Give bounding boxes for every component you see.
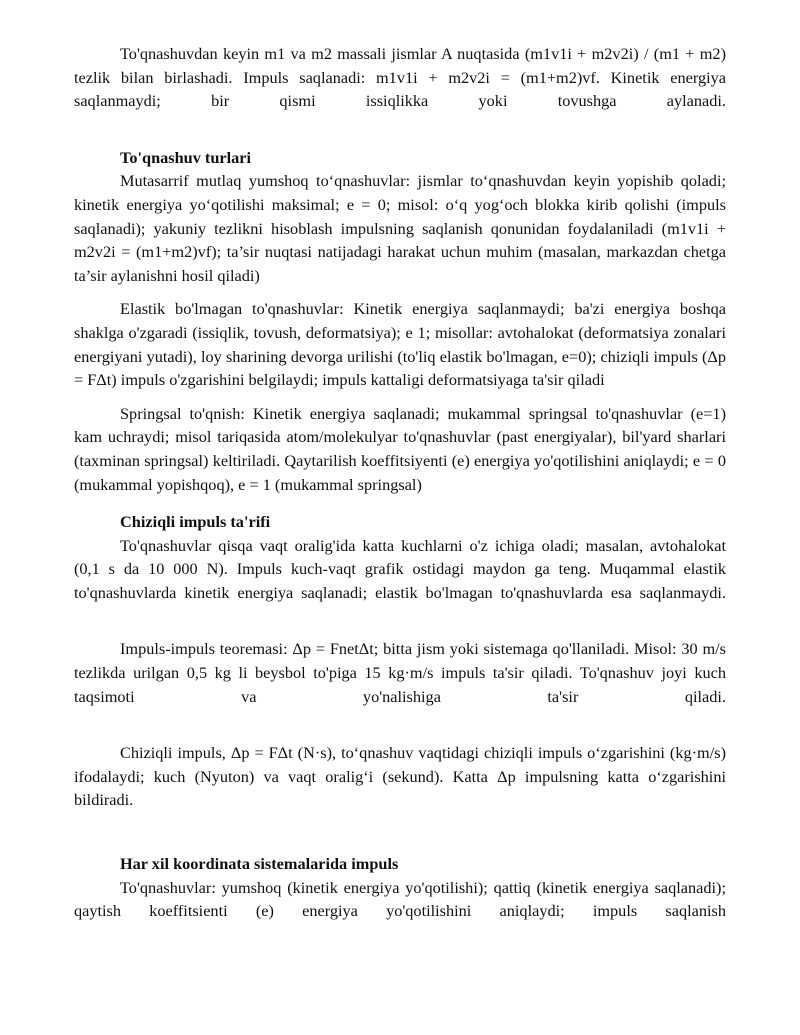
spacer — [74, 113, 726, 146]
paragraph-impulse-definition: To'qnashuvlar qisqa vaqt oralig'ida katta kuchlarni o'z ichiga oladi; masalan, avtohalokat (0,1 s da 10 000 N). Impuls kuch-vaqt grafik ostidagi maydon ga teng. Muqammal elastik to'qnashuvlarda kinetik energiya saqlanadi; elastik bo'lmagan to'qnashuvlarda esa saqlanmaydi. — [74, 535, 726, 602]
paragraph-impulse-change: Chiziqli impuls, Δp = FΔt (N·s), to‘qnashuv vaqtidagi chiziqli impuls o‘zgarishini (kg·m/s) ifodalaydi; kuch (Nyuton) va vaqt oralig‘i (sekund). Katta Δp impulsning katta o‘zgarishini bildiradi. — [74, 743, 726, 810]
paragraph-collisions-summary: To'qnashuvlar: yumshoq (kinetik energiya yo'qotilishi); qattiq (kinetik energiya saqlanadi); qaytish koeffitsienti (e) energiya yo'qotilishini aniqlaydi; impuls saqlanish — [74, 877, 726, 921]
spacer — [74, 287, 726, 297]
heading-coordinate-systems: Har xil koordinata sistemalarida impuls — [120, 854, 399, 874]
paragraph-inelastic-perfect: Mutasarrif mutlaq yumshoq to‘qnashuvlar: jismlar to‘qnashuvdan keyin yopishib qoladi; kinetik energiya yo‘qotilishi maksimal; e = 0; misol: o‘q yog‘och blokka kirib qolishi (impuls saqlanadi); yakuniy tezlikni hisoblash impulsning saqlanish qonunidan foydalaniladi (m1v1i + m2v2i = (m1+m2)vf); ta’sir nuqtasi natijadagi harakat uchun muhim (masalan, markazdan chetga ta’sir aylanishni hosil qiladi) — [74, 171, 726, 285]
heading-linear-impulse: Chiziqli impuls ta'rifi — [120, 512, 271, 532]
spacer — [74, 604, 726, 637]
document-page — [74, 42, 726, 923]
paragraph-impulse-theorem: Impuls-impuls teoremasi: Δp = FnetΔt; bitta jism yoki sistemaga qo'llaniladi. Misol: 30 m/s tezlikda urilgan 0,5 kg li beysbol to'piga 15 kg·m/s impuls ta'sir qiladi. To'qnashuv joyi kuch taqsimoti va yo'nalishiga ta'sir qiladi. — [74, 639, 726, 706]
paragraph-collision-merge: To'qnashuvdan keyin m1 va m2 massali jismlar A nuqtasida (m1v1i + m2v2i) / (m1 + m2) tezlik bilan birlashadi. Impuls saqlanadi: m1v1i + m2v2i = (m1+m2)vf. Kinetik energiya saqlanmaydi; bir qismi issiqlikka yoki tovushga aylanadi. — [74, 44, 726, 111]
spacer — [74, 392, 726, 402]
spacer — [74, 708, 726, 741]
paragraph-inelastic: Elastik bo'lmagan to'qnashuvlar: Kinetik energiya saqlanmaydi; ba'zi energiya boshqa shaklga o'zgaradi (issiqlik, tovush, deformatsiya); e 1; misollar: avtohalokat (deformatsiya zonalari energiyani yutadi), loy sharining devorga urilishi (to'liq elastik bo'lmagan, e=0); chiziqli impuls (Δp = FΔt) impuls o'zgarishini belgilaydi; impuls kattaligi deformatsiyaga ta'sir qiladi — [74, 299, 726, 390]
paragraph-elastic: Springsal to'qnish: Kinetik energiya saqlanadi; mukammal springsal to'qnashuvlar (e=1) kam uchraydi; misol tariqasida atom/molekulyar to'qnashuvlar (past energiyalar), bil'yard sharlari (taxminan springsal) keltiriladi. Qaytarilish koeffitsiyenti (e) energiya yo'qotilishini aniqlaydi; e = 0 (mukammal yopishqoq), e = 1 (mukammal springsal) — [74, 403, 726, 494]
heading-collision-types: To'qnashuv turlari — [120, 147, 252, 167]
spacer — [74, 496, 726, 510]
spacer — [74, 812, 726, 852]
